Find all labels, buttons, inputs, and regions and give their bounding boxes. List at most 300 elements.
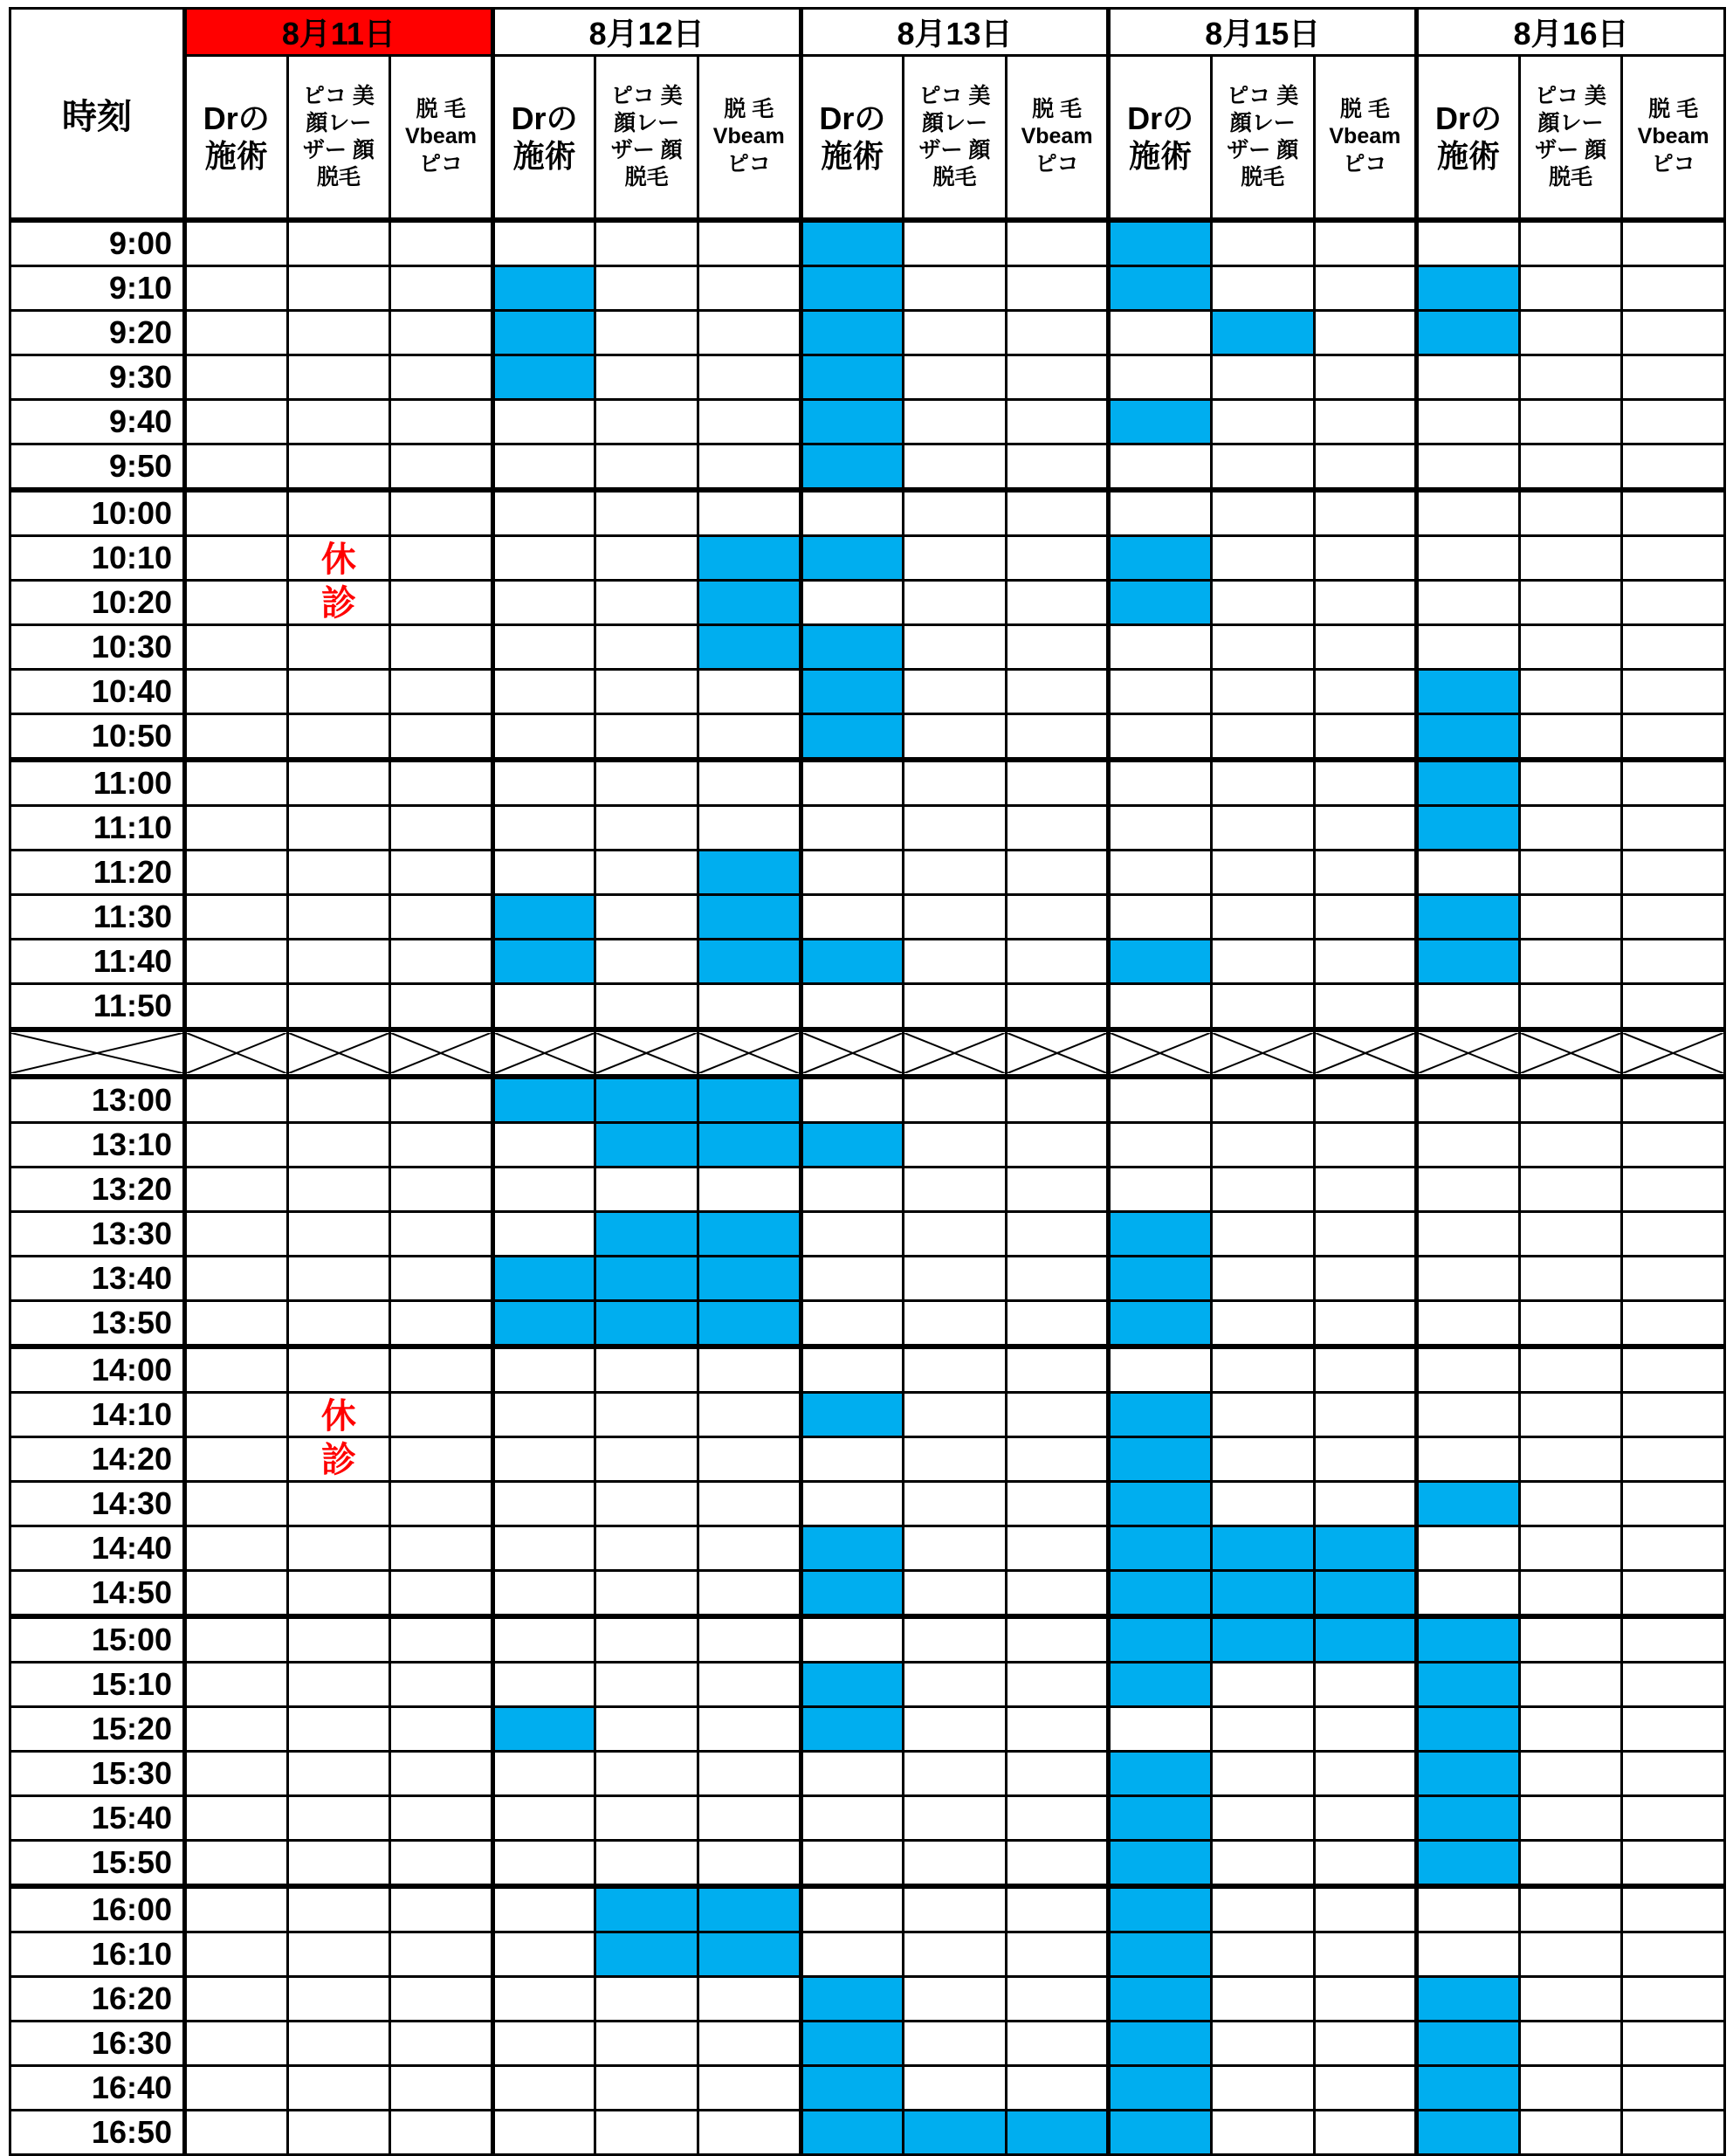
open-slot[interactable] [1314, 1212, 1417, 1257]
booked-slot[interactable] [1109, 1212, 1212, 1257]
open-slot[interactable] [492, 2066, 595, 2111]
open-slot[interactable] [1417, 1437, 1520, 1482]
open-slot[interactable] [1622, 760, 1725, 806]
open-slot[interactable] [1109, 444, 1212, 491]
booked-slot[interactable] [1314, 1571, 1417, 1617]
open-slot[interactable] [904, 1212, 1007, 1257]
open-slot[interactable] [1622, 444, 1725, 491]
open-slot[interactable] [1314, 2022, 1417, 2066]
open-slot[interactable] [390, 1663, 493, 1707]
open-slot[interactable] [185, 1393, 288, 1437]
open-slot[interactable] [1211, 1752, 1314, 1796]
open-slot[interactable] [390, 266, 493, 311]
open-slot[interactable] [1622, 1707, 1725, 1752]
open-slot[interactable] [390, 1616, 493, 1663]
booked-slot[interactable] [1211, 1526, 1314, 1571]
open-slot[interactable] [1314, 1437, 1417, 1482]
open-slot[interactable] [1417, 1393, 1520, 1437]
open-slot[interactable] [595, 1526, 698, 1571]
open-slot[interactable] [904, 581, 1007, 625]
open-slot[interactable] [1211, 1707, 1314, 1752]
open-slot[interactable] [1519, 1168, 1622, 1212]
open-slot[interactable] [1109, 760, 1212, 806]
open-slot[interactable] [1314, 220, 1417, 266]
open-slot[interactable] [1622, 1301, 1725, 1347]
open-slot[interactable] [1211, 1932, 1314, 1977]
open-slot[interactable] [1314, 1977, 1417, 2022]
open-slot[interactable] [287, 1571, 390, 1617]
open-slot[interactable] [1417, 1932, 1520, 1977]
open-slot[interactable] [1519, 1301, 1622, 1347]
open-slot[interactable] [287, 490, 390, 536]
booked-slot[interactable] [904, 2111, 1007, 2155]
open-slot[interactable] [1314, 1796, 1417, 1841]
booked-slot[interactable] [1109, 581, 1212, 625]
open-slot[interactable] [595, 1707, 698, 1752]
open-slot[interactable] [185, 581, 288, 625]
open-slot[interactable] [595, 851, 698, 895]
open-slot[interactable] [1622, 1977, 1725, 2022]
open-slot[interactable] [185, 1347, 288, 1393]
open-slot[interactable] [287, 2066, 390, 2111]
open-slot[interactable] [1622, 670, 1725, 714]
open-slot[interactable] [287, 1347, 390, 1393]
open-slot[interactable] [492, 1526, 595, 1571]
open-slot[interactable] [1211, 1393, 1314, 1437]
open-slot[interactable] [1417, 1347, 1520, 1393]
open-slot[interactable] [1211, 1663, 1314, 1707]
booked-slot[interactable] [1417, 1752, 1520, 1796]
open-slot[interactable] [287, 1663, 390, 1707]
booked-slot[interactable] [1211, 311, 1314, 355]
open-slot[interactable] [1519, 220, 1622, 266]
booked-slot[interactable] [492, 1077, 595, 1123]
open-slot[interactable] [595, 1841, 698, 1887]
open-slot[interactable] [390, 581, 493, 625]
open-slot[interactable] [595, 355, 698, 400]
open-slot[interactable] [287, 625, 390, 670]
open-slot[interactable] [698, 1752, 801, 1796]
open-slot[interactable] [390, 1977, 493, 2022]
open-slot[interactable] [1417, 1571, 1520, 1617]
open-slot[interactable] [1314, 1393, 1417, 1437]
open-slot[interactable] [1417, 1077, 1520, 1123]
open-slot[interactable] [595, 806, 698, 851]
open-slot[interactable] [1006, 984, 1109, 1030]
open-slot[interactable] [904, 714, 1007, 761]
open-slot[interactable] [801, 760, 904, 806]
open-slot[interactable] [1006, 1123, 1109, 1168]
booked-slot[interactable] [698, 851, 801, 895]
open-slot[interactable] [1519, 670, 1622, 714]
open-slot[interactable] [1109, 1707, 1212, 1752]
open-slot[interactable] [1519, 940, 1622, 984]
booked-slot[interactable] [1417, 1707, 1520, 1752]
booked-slot[interactable] [1417, 895, 1520, 940]
booked-slot[interactable] [595, 1301, 698, 1347]
open-slot[interactable] [1006, 311, 1109, 355]
open-slot[interactable] [390, 2111, 493, 2155]
open-slot[interactable] [1417, 490, 1520, 536]
booked-slot[interactable] [698, 1212, 801, 1257]
open-slot[interactable] [390, 625, 493, 670]
booked-slot[interactable] [492, 311, 595, 355]
open-slot[interactable] [390, 1077, 493, 1123]
open-slot[interactable] [390, 806, 493, 851]
open-slot[interactable] [1109, 670, 1212, 714]
open-slot[interactable] [595, 895, 698, 940]
open-slot[interactable] [1314, 806, 1417, 851]
open-slot[interactable] [904, 670, 1007, 714]
open-slot[interactable] [1314, 581, 1417, 625]
open-slot[interactable] [1622, 1123, 1725, 1168]
open-slot[interactable] [1519, 2022, 1622, 2066]
open-slot[interactable] [1417, 1526, 1520, 1571]
booked-slot[interactable] [492, 1301, 595, 1347]
open-slot[interactable] [492, 1616, 595, 1663]
open-slot[interactable] [1417, 444, 1520, 491]
booked-slot[interactable] [1417, 2022, 1520, 2066]
booked-slot[interactable] [1417, 1977, 1520, 2022]
open-slot[interactable] [287, 714, 390, 761]
open-slot[interactable] [801, 1437, 904, 1482]
open-slot[interactable] [287, 1707, 390, 1752]
open-slot[interactable] [801, 851, 904, 895]
open-slot[interactable] [1314, 490, 1417, 536]
open-slot[interactable] [698, 1393, 801, 1437]
open-slot[interactable] [287, 536, 390, 581]
open-slot[interactable] [492, 444, 595, 491]
open-slot[interactable] [185, 536, 288, 581]
booked-slot[interactable] [801, 355, 904, 400]
open-slot[interactable] [287, 311, 390, 355]
open-slot[interactable] [698, 1347, 801, 1393]
open-slot[interactable] [595, 581, 698, 625]
open-slot[interactable] [1211, 1301, 1314, 1347]
open-slot[interactable] [698, 1707, 801, 1752]
open-slot[interactable] [185, 760, 288, 806]
open-slot[interactable] [1519, 1077, 1622, 1123]
open-slot[interactable] [1109, 806, 1212, 851]
open-slot[interactable] [1211, 490, 1314, 536]
open-slot[interactable] [904, 895, 1007, 940]
open-slot[interactable] [1006, 1616, 1109, 1663]
open-slot[interactable] [1314, 444, 1417, 491]
open-slot[interactable] [492, 625, 595, 670]
open-slot[interactable] [390, 1168, 493, 1212]
open-slot[interactable] [1519, 2066, 1622, 2111]
booked-slot[interactable] [1417, 806, 1520, 851]
booked-slot[interactable] [1109, 220, 1212, 266]
booked-slot[interactable] [1109, 2066, 1212, 2111]
open-slot[interactable] [1211, 1257, 1314, 1301]
open-slot[interactable] [287, 1796, 390, 1841]
open-slot[interactable] [698, 1796, 801, 1841]
open-slot[interactable] [698, 760, 801, 806]
open-slot[interactable] [1109, 1168, 1212, 1212]
open-slot[interactable] [698, 1841, 801, 1887]
open-slot[interactable] [1417, 1168, 1520, 1212]
open-slot[interactable] [1006, 444, 1109, 491]
open-slot[interactable] [1622, 1482, 1725, 1526]
open-slot[interactable] [1109, 490, 1212, 536]
open-slot[interactable] [904, 806, 1007, 851]
booked-slot[interactable] [1211, 1571, 1314, 1617]
open-slot[interactable] [904, 1437, 1007, 1482]
open-slot[interactable] [801, 1886, 904, 1932]
open-slot[interactable] [1622, 1393, 1725, 1437]
open-slot[interactable] [1211, 1886, 1314, 1932]
open-slot[interactable] [492, 1752, 595, 1796]
open-slot[interactable] [185, 1077, 288, 1123]
open-slot[interactable] [1109, 895, 1212, 940]
open-slot[interactable] [492, 760, 595, 806]
booked-slot[interactable] [1314, 1526, 1417, 1571]
open-slot[interactable] [185, 220, 288, 266]
booked-slot[interactable] [1109, 1437, 1212, 1482]
open-slot[interactable] [595, 2111, 698, 2155]
open-slot[interactable] [698, 1437, 801, 1482]
open-slot[interactable] [1006, 1393, 1109, 1437]
open-slot[interactable] [1314, 2111, 1417, 2155]
open-slot[interactable] [1211, 1841, 1314, 1887]
booked-slot[interactable] [801, 1707, 904, 1752]
open-slot[interactable] [492, 1393, 595, 1437]
booked-slot[interactable] [1109, 2022, 1212, 2066]
open-slot[interactable] [287, 1616, 390, 1663]
open-slot[interactable] [698, 1977, 801, 2022]
booked-slot[interactable] [492, 355, 595, 400]
open-slot[interactable] [1211, 714, 1314, 761]
open-slot[interactable] [1417, 536, 1520, 581]
open-slot[interactable] [1109, 851, 1212, 895]
open-slot[interactable] [287, 760, 390, 806]
booked-slot[interactable] [698, 536, 801, 581]
open-slot[interactable] [1211, 1168, 1314, 1212]
open-slot[interactable] [595, 444, 698, 491]
open-slot[interactable] [1211, 1077, 1314, 1123]
open-slot[interactable] [1622, 714, 1725, 761]
booked-slot[interactable] [1417, 2111, 1520, 2155]
open-slot[interactable] [1622, 2066, 1725, 2111]
open-slot[interactable] [904, 1526, 1007, 1571]
open-slot[interactable] [492, 1482, 595, 1526]
open-slot[interactable] [904, 1257, 1007, 1301]
open-slot[interactable] [185, 895, 288, 940]
open-slot[interactable] [904, 1123, 1007, 1168]
open-slot[interactable] [1622, 355, 1725, 400]
open-slot[interactable] [287, 1437, 390, 1482]
booked-slot[interactable] [1109, 1932, 1212, 1977]
open-slot[interactable] [1006, 581, 1109, 625]
open-slot[interactable] [185, 1663, 288, 1707]
open-slot[interactable] [185, 1301, 288, 1347]
open-slot[interactable] [492, 1212, 595, 1257]
open-slot[interactable] [595, 1347, 698, 1393]
open-slot[interactable] [1519, 1663, 1622, 1707]
open-slot[interactable] [698, 2111, 801, 2155]
booked-slot[interactable] [1417, 2066, 1520, 2111]
open-slot[interactable] [1006, 806, 1109, 851]
open-slot[interactable] [1519, 1212, 1622, 1257]
open-slot[interactable] [1006, 2022, 1109, 2066]
open-slot[interactable] [1006, 1301, 1109, 1347]
open-slot[interactable] [185, 266, 288, 311]
open-slot[interactable] [1519, 1347, 1622, 1393]
open-slot[interactable] [595, 1663, 698, 1707]
open-slot[interactable] [1519, 895, 1622, 940]
open-slot[interactable] [1519, 1571, 1622, 1617]
open-slot[interactable] [492, 984, 595, 1030]
open-slot[interactable] [1417, 1123, 1520, 1168]
open-slot[interactable] [1519, 2111, 1622, 2155]
open-slot[interactable] [1622, 311, 1725, 355]
open-slot[interactable] [1314, 1482, 1417, 1526]
open-slot[interactable] [287, 984, 390, 1030]
open-slot[interactable] [595, 536, 698, 581]
open-slot[interactable] [1211, 1123, 1314, 1168]
open-slot[interactable] [1622, 1437, 1725, 1482]
open-slot[interactable] [185, 444, 288, 491]
open-slot[interactable] [1519, 266, 1622, 311]
open-slot[interactable] [390, 1482, 493, 1526]
open-slot[interactable] [1211, 444, 1314, 491]
open-slot[interactable] [287, 1168, 390, 1212]
open-slot[interactable] [801, 1752, 904, 1796]
open-slot[interactable] [390, 1437, 493, 1482]
open-slot[interactable] [1519, 625, 1622, 670]
open-slot[interactable] [801, 1347, 904, 1393]
open-slot[interactable] [1314, 355, 1417, 400]
open-slot[interactable] [287, 581, 390, 625]
open-slot[interactable] [390, 984, 493, 1030]
open-slot[interactable] [390, 1752, 493, 1796]
open-slot[interactable] [1622, 2111, 1725, 2155]
open-slot[interactable] [698, 444, 801, 491]
open-slot[interactable] [1314, 1663, 1417, 1707]
open-slot[interactable] [390, 714, 493, 761]
open-slot[interactable] [904, 490, 1007, 536]
open-slot[interactable] [1314, 1123, 1417, 1168]
open-slot[interactable] [1314, 1752, 1417, 1796]
open-slot[interactable] [1622, 940, 1725, 984]
open-slot[interactable] [390, 355, 493, 400]
open-slot[interactable] [1519, 1977, 1622, 2022]
open-slot[interactable] [904, 536, 1007, 581]
open-slot[interactable] [1519, 760, 1622, 806]
open-slot[interactable] [390, 1347, 493, 1393]
open-slot[interactable] [390, 1393, 493, 1437]
open-slot[interactable] [492, 1347, 595, 1393]
open-slot[interactable] [1211, 1796, 1314, 1841]
booked-slot[interactable] [1314, 1616, 1417, 1663]
open-slot[interactable] [1622, 1212, 1725, 1257]
booked-slot[interactable] [801, 266, 904, 311]
booked-slot[interactable] [801, 2022, 904, 2066]
open-slot[interactable] [1519, 1526, 1622, 1571]
open-slot[interactable] [1622, 806, 1725, 851]
open-slot[interactable] [801, 895, 904, 940]
open-slot[interactable] [904, 1932, 1007, 1977]
booked-slot[interactable] [492, 266, 595, 311]
open-slot[interactable] [1519, 400, 1622, 444]
booked-slot[interactable] [492, 1257, 595, 1301]
open-slot[interactable] [185, 1437, 288, 1482]
open-slot[interactable] [698, 1571, 801, 1617]
booked-slot[interactable] [1417, 714, 1520, 761]
open-slot[interactable] [1417, 1212, 1520, 1257]
open-slot[interactable] [904, 1977, 1007, 2022]
booked-slot[interactable] [801, 2111, 904, 2155]
open-slot[interactable] [1211, 220, 1314, 266]
open-slot[interactable] [1519, 1123, 1622, 1168]
open-slot[interactable] [1314, 2066, 1417, 2111]
booked-slot[interactable] [801, 1663, 904, 1707]
booked-slot[interactable] [1109, 266, 1212, 311]
open-slot[interactable] [185, 2111, 288, 2155]
open-slot[interactable] [801, 1257, 904, 1301]
open-slot[interactable] [185, 1752, 288, 1796]
open-slot[interactable] [287, 2022, 390, 2066]
open-slot[interactable] [287, 1301, 390, 1347]
open-slot[interactable] [1417, 355, 1520, 400]
open-slot[interactable] [698, 1663, 801, 1707]
booked-slot[interactable] [1109, 1886, 1212, 1932]
open-slot[interactable] [1314, 984, 1417, 1030]
open-slot[interactable] [1006, 400, 1109, 444]
open-slot[interactable] [185, 1977, 288, 2022]
open-slot[interactable] [698, 1616, 801, 1663]
open-slot[interactable] [1519, 536, 1622, 581]
open-slot[interactable] [185, 1841, 288, 1887]
booked-slot[interactable] [801, 311, 904, 355]
open-slot[interactable] [185, 670, 288, 714]
open-slot[interactable] [1622, 536, 1725, 581]
open-slot[interactable] [904, 2066, 1007, 2111]
open-slot[interactable] [904, 940, 1007, 984]
open-slot[interactable] [1417, 1301, 1520, 1347]
open-slot[interactable] [287, 940, 390, 984]
open-slot[interactable] [698, 220, 801, 266]
booked-slot[interactable] [1109, 400, 1212, 444]
open-slot[interactable] [492, 1663, 595, 1707]
open-slot[interactable] [185, 1707, 288, 1752]
booked-slot[interactable] [595, 1077, 698, 1123]
open-slot[interactable] [1109, 984, 1212, 1030]
open-slot[interactable] [1519, 984, 1622, 1030]
open-slot[interactable] [287, 355, 390, 400]
open-slot[interactable] [801, 1796, 904, 1841]
open-slot[interactable] [698, 311, 801, 355]
booked-slot[interactable] [801, 536, 904, 581]
booked-slot[interactable] [801, 940, 904, 984]
open-slot[interactable] [287, 1977, 390, 2022]
open-slot[interactable] [1519, 1482, 1622, 1526]
open-slot[interactable] [1314, 670, 1417, 714]
open-slot[interactable] [287, 2111, 390, 2155]
booked-slot[interactable] [801, 444, 904, 491]
open-slot[interactable] [698, 984, 801, 1030]
booked-slot[interactable] [1109, 1571, 1212, 1617]
open-slot[interactable] [1211, 625, 1314, 670]
open-slot[interactable] [287, 1212, 390, 1257]
open-slot[interactable] [185, 490, 288, 536]
open-slot[interactable] [904, 2022, 1007, 2066]
open-slot[interactable] [801, 1932, 904, 1977]
open-slot[interactable] [492, 400, 595, 444]
open-slot[interactable] [1211, 400, 1314, 444]
open-slot[interactable] [185, 714, 288, 761]
